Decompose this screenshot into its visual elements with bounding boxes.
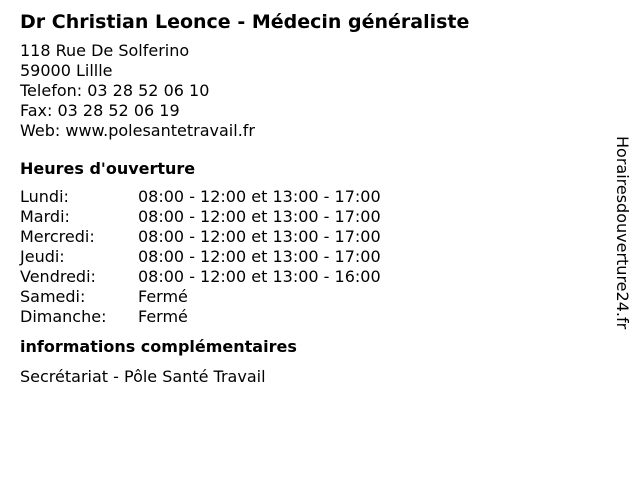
time-value: 08:00 - 12:00 et 13:00 - 17:00: [138, 247, 381, 266]
time-value: 08:00 - 12:00 et 13:00 - 16:00: [138, 267, 381, 286]
hours-heading: Heures d'ouverture: [20, 159, 196, 178]
day-label: Dimanche:: [20, 307, 107, 326]
street-address: 118 Rue De Solferino: [20, 41, 190, 60]
city-address: 59000 Lillle: [20, 61, 113, 80]
hours-row: [20, 247, 610, 267]
phone-number: Telefon: 03 28 52 06 10: [20, 81, 210, 100]
day-label: Samedi:: [20, 287, 86, 306]
hours-row: [20, 207, 610, 227]
info-text: Secrétariat - Pôle Santé Travail: [20, 367, 266, 386]
hours-row: [20, 307, 610, 327]
time-value: Fermé: [138, 287, 188, 306]
time-value: 08:00 - 12:00 et 13:00 - 17:00: [138, 227, 381, 246]
day-label: Mercredi:: [20, 227, 95, 246]
hours-row: [20, 287, 610, 307]
opening-hours-list: [20, 187, 610, 327]
time-value: 08:00 - 12:00 et 13:00 - 17:00: [138, 187, 381, 206]
time-value: Fermé: [138, 307, 188, 326]
day-label: Lundi:: [20, 187, 69, 206]
day-label: Vendredi:: [20, 267, 96, 286]
website[interactable]: Web: www.polesantetravail.fr: [20, 121, 255, 140]
day-label: Mardi:: [20, 207, 70, 226]
day-label: Jeudi:: [20, 247, 65, 266]
fax-number: Fax: 03 28 52 06 19: [20, 101, 180, 120]
side-watermark-text: Horairesdouverture24.fr: [613, 136, 632, 330]
hours-row: [20, 267, 610, 287]
time-value: 08:00 - 12:00 et 13:00 - 17:00: [138, 207, 381, 226]
info-heading: informations complémentaires: [20, 337, 297, 356]
listing-card: [20, 9, 610, 387]
hours-row: [20, 227, 610, 247]
hours-row: [20, 187, 610, 207]
page-title: Dr Christian Leonce - Médecin généraliste: [20, 11, 470, 33]
contact-block: [20, 41, 610, 141]
